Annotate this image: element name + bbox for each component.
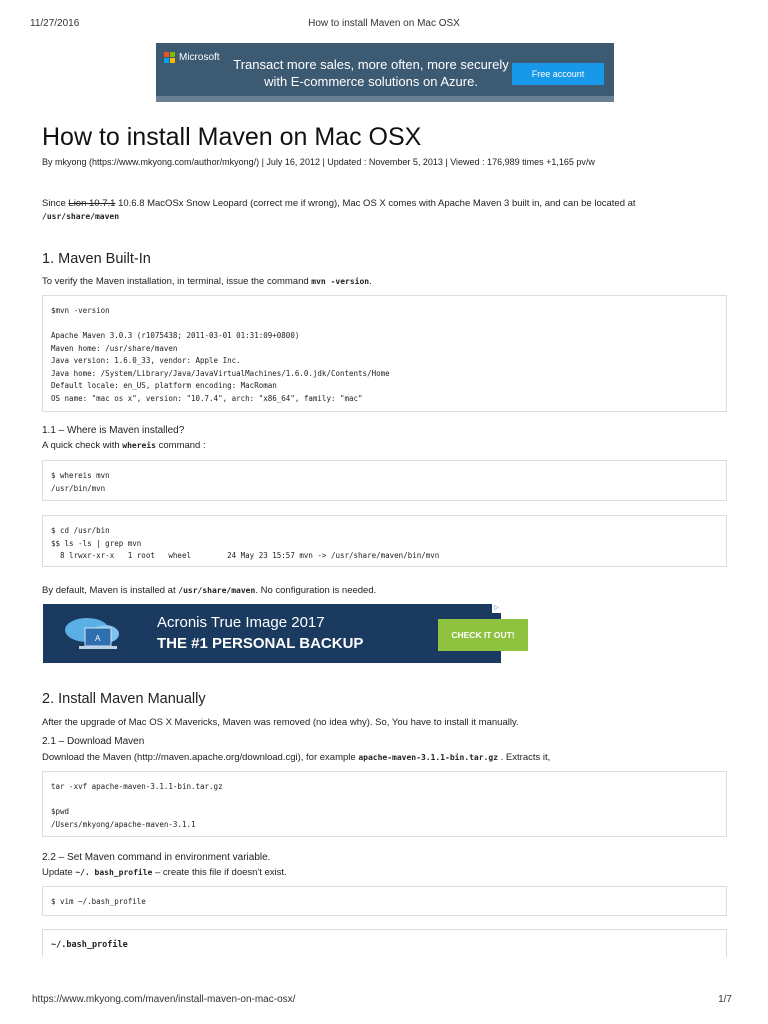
microsoft-azure-ad[interactable] (156, 43, 614, 102)
s22-text-after: – create this file if doesn't exist. (154, 867, 287, 878)
s1-text-before: To verify the Maven installation, in terminal, issue the command (42, 276, 309, 287)
default-path: /usr/share/maven (178, 586, 256, 595)
acronis-line-1: Acronis True Image 2017 (157, 614, 325, 631)
s21-text-before: Download the Maven (http://maven.apache.org/download.cgi), for example (42, 752, 356, 763)
code-line: $ cd /usr/bin (51, 526, 110, 535)
code-block-ls (42, 515, 727, 567)
s22-text-before: Update (42, 867, 73, 878)
code-line: /Users/mkyong/apache-maven-3.1.1 (51, 819, 196, 829)
page-number: 1/7 (718, 994, 732, 1005)
code-line: tar -xvf apache-maven-3.1.1-bin.tar.gz (51, 782, 223, 791)
section-1-1-text (42, 439, 726, 452)
file-label: ~/.bash_profile (51, 940, 128, 950)
code-line: $ vim ~/.bash_profile (51, 897, 146, 906)
intro-path: /usr/share/maven (42, 212, 120, 221)
free-account-button[interactable]: Free account (512, 63, 604, 85)
intro-since: Since (42, 198, 66, 209)
default-before: By default, Maven is installed at (42, 585, 176, 596)
section-1-1-heading: 1.1 – Where is Maven installed? (42, 425, 185, 436)
default-after: . No configuration is needed. (255, 585, 377, 596)
code-block-whereis (42, 460, 727, 501)
intro-paragraph (42, 197, 726, 223)
code-line: Apache Maven 3.0.3 (r1075438; 2011-03-01 01:31:09+0800) (51, 331, 300, 340)
cloud-laptop-icon (57, 614, 127, 654)
intro-text: 10.6.8 MacOSx Snow Leopard (correct me if wrong), Mac OS X comes with Apache Maven 3 built in, and can be located at (118, 198, 636, 209)
section-2-2-heading: 2.2 – Set Maven command in environment variable. (42, 852, 271, 863)
s11-cmd: whereis (122, 441, 156, 450)
s21-text-after: . Extracts it, (500, 752, 551, 763)
s11-text-after: command : (158, 440, 206, 451)
ad-line-2: with E-commerce solutions on Azure. (264, 74, 478, 89)
section-2-1-text (42, 751, 726, 764)
code-line: $$ ls -ls | grep mvn (51, 538, 142, 548)
intro-strikethrough: Lion 10.7.1 (68, 198, 116, 209)
code-line (51, 794, 718, 807)
section-2-2-text (42, 866, 726, 879)
code-line: /usr/bin/mvn (51, 483, 106, 493)
ad-message (156, 56, 526, 90)
code-line: OS name: "mac os x", version: "10.7.4", arch: "x86_64", family: "mac" (51, 393, 363, 403)
ad-choices-icon[interactable]: ▷ (492, 604, 501, 613)
print-page-title: How to install Maven on Mac OSX (308, 18, 460, 29)
section-2-1-heading: 2.1 – Download Maven (42, 736, 145, 747)
section-1-text (42, 275, 726, 288)
svg-text:A: A (95, 634, 101, 643)
check-it-out-button[interactable]: CHECK IT OUT! (438, 619, 528, 651)
section-2-heading: 2. Install Maven Manually (42, 691, 206, 707)
code-line: Java home: /System/Library/Java/JavaVirtualMachines/1.6.0.jdk/Contents/Home (51, 368, 390, 378)
s11-text-before: A quick check with (42, 440, 120, 451)
code-block-mvn-version (42, 295, 727, 412)
code-block-vim (42, 886, 727, 916)
ad-line-1: Transact more sales, more often, more securely (233, 57, 509, 72)
code-line: Java version: 1.6.0_33, vendor: Apple Inc. (51, 356, 241, 365)
code-line: $ whereis mvn (51, 471, 110, 480)
code-line: $pwd (51, 807, 70, 816)
page-footer (30, 994, 738, 1008)
s22-file: ~/. bash_profile (75, 868, 153, 877)
print-url[interactable]: https://www.mkyong.com/maven/install-maven-on-mac-osx/ (32, 994, 296, 1005)
page-header (30, 18, 738, 32)
code-line: Maven home: /usr/share/maven (51, 343, 178, 353)
code-line: $mvn -version (51, 306, 110, 315)
s1-cmd: mvn -version (311, 277, 370, 286)
s1-text-after: . (369, 276, 372, 287)
s21-file: apache-maven-3.1.1-bin.tar.gz (358, 753, 499, 762)
print-date: 11/27/2016 (30, 18, 80, 29)
article-title: How to install Maven on Mac OSX (42, 123, 422, 151)
ad-bottom-band (156, 96, 614, 102)
acronis-line-2: THE #1 PERSONAL BACKUP (157, 635, 364, 652)
code-line: Default locale: en_US, platform encoding: MacRoman (51, 381, 277, 390)
file-label-bash-profile (42, 929, 727, 957)
code-line (51, 318, 718, 331)
default-location-text (42, 584, 726, 597)
code-line: 8 lrwxr-xr-x 1 root wheel 24 May 23 15:57 mvn -> /usr/share/maven/bin/mvn (51, 551, 440, 560)
microsoft-brand: Microsoft (179, 52, 220, 63)
section-2-text: After the upgrade of Mac OS X Mavericks, Maven was removed (no idea why). So, You have to install it manually. (42, 717, 519, 728)
code-block-tar (42, 771, 727, 837)
section-1-heading: 1. Maven Built-In (42, 251, 151, 267)
article-meta: By mkyong (https://www.mkyong.com/author/mkyong/) | July 16, 2012 | Updated : November 5, 2013 | Viewed : 176,989 times +1,165 pv/w (42, 157, 595, 167)
acronis-ad[interactable] (43, 604, 515, 663)
